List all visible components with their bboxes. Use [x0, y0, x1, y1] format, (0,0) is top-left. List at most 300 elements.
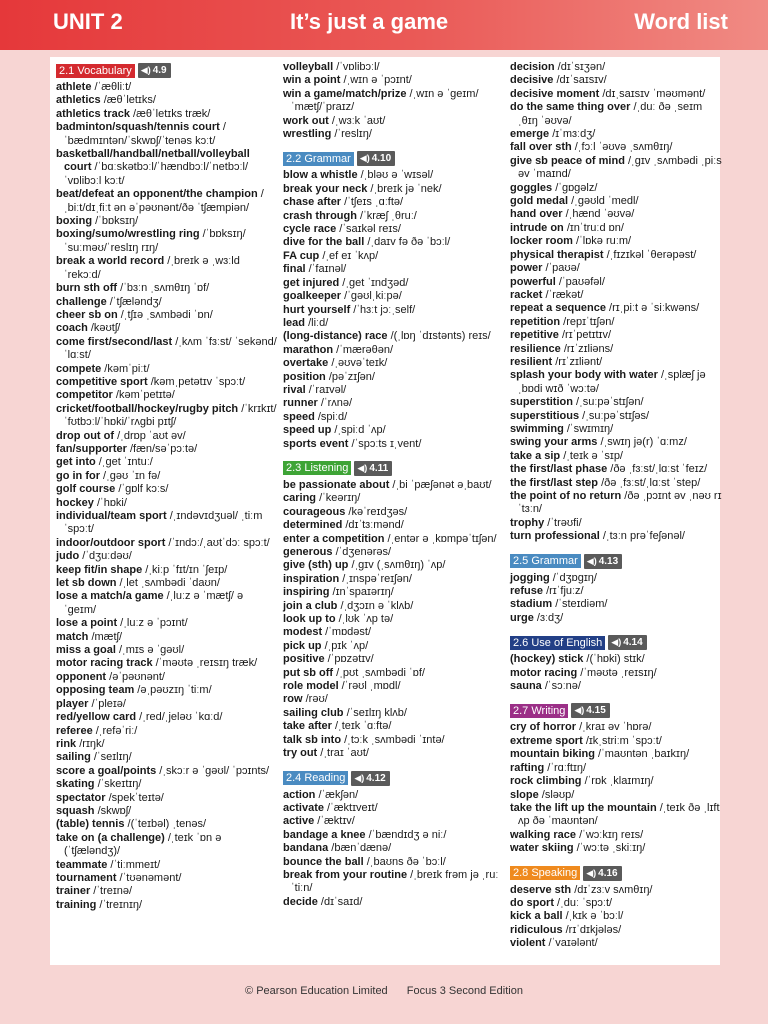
pronunciation: /ˌentər ə ˌkɒmpəˈtɪʃən/	[384, 532, 497, 545]
word-entry	[510, 477, 722, 490]
audio-track-button[interactable]	[583, 866, 621, 881]
headword: skating	[56, 778, 95, 791]
headword: basketball/handball/netball/volleyball court	[56, 148, 250, 174]
word-entry	[56, 792, 278, 805]
section-title: 2.4 Reading	[283, 771, 348, 785]
word-entry	[510, 235, 722, 248]
word-entry	[56, 631, 278, 644]
word-entry	[510, 789, 722, 802]
headword: opponent	[56, 670, 107, 683]
section-title: 2.3 Listening	[283, 461, 351, 475]
word-entry	[510, 436, 722, 449]
word-entry	[283, 183, 505, 196]
word-entry	[56, 228, 278, 255]
headword: role model	[283, 680, 339, 693]
pronunciation: /ˌluːz ə ˈmætʃ/ ə ˈgeɪm/	[64, 590, 244, 616]
word-entry	[56, 765, 278, 778]
pronunciation: /ˌkɪk ə ˈbɔːl/	[562, 910, 624, 923]
pronunciation: /ˈraɪvəl/	[305, 383, 347, 396]
audio-track-button[interactable]	[571, 703, 609, 718]
pronunciation: /ˌtraɪ ˈaʊt/	[317, 747, 369, 760]
pronunciation: /ˈkeərɪŋ/	[316, 492, 361, 505]
pronunciation: /ˈtiːmmeɪt/	[107, 858, 161, 871]
pronunciation: /ˈvɒlibɔːl/	[333, 61, 380, 73]
word-entry	[283, 210, 505, 223]
pronunciation: /ˈrʌnə/	[317, 397, 353, 410]
headword: drop out of	[56, 429, 115, 442]
word-entry	[56, 322, 278, 335]
pronunciation: /ˈbɒksɪŋ/ ˈsuːməʊ/ˈreslɪŋ rɪŋ/	[64, 228, 246, 254]
headword: goalkeeper	[283, 290, 342, 303]
word-entry	[56, 590, 278, 617]
pronunciation: /ˌduː ˈspɔːt/	[554, 896, 613, 909]
headword: chase after	[283, 196, 342, 209]
headword: hockey	[56, 496, 94, 509]
section-header	[510, 635, 722, 649]
word-entry	[56, 148, 278, 188]
word-entry	[283, 61, 505, 74]
pronunciation: /dɪˈtɜːmənd/	[342, 519, 404, 532]
headword: inspiration	[283, 572, 340, 585]
pronunciation: /ˈpleɪə/	[88, 697, 126, 710]
pronunciation: /ˈseɪlɪŋ/	[90, 751, 132, 764]
headword: golf course	[56, 483, 116, 496]
pronunciation: /rɪˈdɪkjələs/	[562, 923, 622, 936]
headword: individual/team sport	[56, 510, 167, 522]
pronunciation: /spekˈteɪtə/	[105, 791, 164, 804]
pronunciation: /ˈswɪmɪŋ/	[563, 422, 614, 435]
word-entry	[56, 617, 278, 630]
headword: superstition	[510, 396, 573, 409]
headword: the first/last phase	[510, 463, 608, 476]
headword: pick up	[283, 639, 322, 652]
headword: red/yellow card	[56, 711, 137, 724]
pronunciation: /ˌteɪk ðə ˌlɪft ʌp ðə ˈmaʊntən/	[518, 801, 720, 828]
headword: win a game/match/prize	[283, 87, 407, 100]
headword: competitive sport	[56, 375, 148, 388]
headword: racket	[510, 288, 543, 301]
headword: resilience	[510, 342, 561, 355]
pronunciation: /ˈɪndɔː/ˌaʊtˈdɔː spɔːt/	[165, 536, 270, 549]
audio-track-button[interactable]	[357, 151, 395, 166]
headword: rock climbing	[510, 775, 582, 788]
headword: kick a ball	[510, 910, 563, 923]
word-entry	[510, 762, 722, 775]
speaker-icon: ◀)	[586, 867, 597, 878]
word-entry	[510, 249, 722, 262]
word-entry	[56, 805, 278, 818]
word-entry	[283, 734, 505, 747]
section-title: 2.1 Vocabulary	[56, 64, 135, 78]
word-entry	[510, 423, 722, 436]
pronunciation: /ˌwɪn ə ˈpɔɪnt/	[340, 74, 412, 87]
word-entry	[510, 128, 722, 141]
headword: athletics	[56, 94, 101, 107]
word-entry	[283, 236, 505, 249]
headword: deserve sth	[510, 883, 572, 896]
headword: the point of no return	[510, 490, 622, 502]
headword: stadium	[510, 598, 553, 611]
pronunciation: /sləʊp/	[538, 788, 575, 801]
word-entry	[283, 424, 505, 437]
word-entry	[56, 497, 278, 510]
word-entry	[510, 316, 722, 329]
word-entry	[56, 94, 278, 107]
word-entry	[56, 778, 278, 791]
section-title: 2.8 Speaking	[510, 866, 580, 880]
headword: blow a whistle	[283, 169, 358, 182]
headword: decision	[510, 61, 555, 73]
pronunciation: /ˈtʃeɪs ˌɑːftə/	[341, 196, 404, 209]
pronunciation: /rɪˈzɪliəns/	[560, 342, 614, 355]
word-entry	[510, 680, 722, 693]
word-entry	[56, 443, 278, 456]
audio-track-number: 4.10	[371, 153, 392, 165]
speaker-icon: ◀)	[574, 705, 585, 716]
headword: positive	[283, 653, 325, 666]
word-entry	[56, 456, 278, 469]
pronunciation: /ˌdrɒp ˈaʊt əv/	[114, 429, 186, 442]
pronunciation: /ˌteɪk ˈɑːftə/	[331, 720, 392, 733]
headword: bandana	[283, 842, 329, 855]
pronunciation: /ˌsplæʃ jə ˌbɒdi wɪð ˈwɔːtə/	[518, 369, 706, 395]
headword: physical therapist	[510, 248, 604, 261]
headword: burn sth off	[56, 282, 118, 295]
pronunciation: /ðə ˌfɜːst/ˌlɑːst ˈstep/	[598, 476, 701, 489]
audio-track-number: 4.15	[586, 705, 606, 717]
pronunciation: /ˌget ˈɪndʒəd/	[339, 276, 409, 289]
pronunciation: /ˈgɒlf kɔːs/	[115, 483, 169, 496]
pronunciation: /ˌlʊk ˈʌp tə/	[335, 613, 394, 626]
word-entry	[510, 517, 722, 530]
headword: opposing team	[56, 684, 135, 697]
headword: fall over sth	[510, 141, 572, 154]
headword: teammate	[56, 858, 108, 871]
word-entry	[56, 832, 278, 859]
pronunciation: /ɪˈmɜːdʒ/	[549, 128, 596, 141]
headword: take a sip	[510, 449, 561, 462]
headword: (long-distance) race	[283, 330, 388, 343]
word-entry	[56, 872, 278, 885]
headword: give sb peace of mind	[510, 154, 625, 167]
word-entry	[56, 698, 278, 711]
headword: work out	[283, 114, 329, 127]
pronunciation: /ˌget ˈɪntuː/	[95, 456, 153, 469]
headword: match	[56, 630, 89, 643]
pronunciation: /(ˈhɒki) stɪk/	[583, 653, 645, 666]
word-entry	[56, 550, 278, 563]
book-title: Focus 3 Second Edition	[406, 985, 523, 997]
audio-track-button[interactable]	[584, 554, 622, 569]
headword: locker room	[510, 235, 573, 248]
pronunciation: /ˌpɪk ˈʌp/	[321, 639, 369, 652]
headword: do sport	[510, 896, 554, 909]
pronunciation: /ˈməʊtə ˌreɪsɪŋ/	[577, 666, 657, 679]
word-entry	[56, 389, 278, 402]
headword: cheer sb on	[56, 308, 118, 321]
headword: volleyball	[283, 61, 334, 73]
headword: let sb down	[56, 577, 117, 590]
section-header	[510, 554, 722, 568]
word-entry	[510, 653, 722, 666]
pronunciation: /æθˈletɪks/	[100, 94, 156, 107]
pronunciation: /rɪŋk/	[76, 737, 105, 750]
pronunciation: /ˈwɔːtə ˌskiːɪŋ/	[573, 842, 646, 855]
headword: (table) tennis	[56, 818, 125, 831]
headword: athlete	[56, 81, 92, 93]
pronunciation: /ˌgɪv (ˌsʌmθɪŋ) ˈʌp/	[348, 559, 446, 572]
pronunciation: /ˌgɪv ˌsʌmbədi ˌpiːs əv ˈmaɪnd/	[518, 154, 722, 181]
section-title: 2.5 Grammar	[510, 554, 581, 568]
pronunciation: /fæn/səˈpɔːtə/	[126, 442, 198, 455]
word-entry	[510, 450, 722, 463]
headword: intrude on	[510, 221, 564, 234]
pronunciation: /ˈhɜːt jɔːˌself/	[350, 303, 416, 316]
word-entry	[56, 430, 278, 443]
headword: mountain biking	[510, 748, 595, 761]
headword: indoor/outdoor sport	[56, 536, 166, 549]
headword: badminton/squash/tennis court	[56, 121, 220, 134]
page-header	[0, 0, 768, 50]
headword: hand over	[510, 208, 563, 221]
pronunciation: /ðə ˌfɜːst/ˌlɑːst ˈfeɪz/	[607, 463, 708, 476]
headword: position	[283, 370, 326, 383]
pronunciation: /ˈrɑːftɪŋ/	[544, 761, 587, 774]
word-entry	[283, 640, 505, 653]
pronunciation: /ˌfɪzɪkəl ˈθerəpəst/	[603, 248, 697, 261]
word-entry	[510, 884, 722, 897]
pronunciation: /liːd/	[305, 316, 329, 329]
page-footer	[0, 985, 768, 997]
word-entry	[56, 577, 278, 590]
headword: competitor	[56, 389, 113, 402]
audio-track-button[interactable]	[608, 635, 646, 650]
word-entry	[510, 897, 722, 910]
word-entry	[56, 537, 278, 550]
word-entry	[283, 693, 505, 706]
headword: water skiing	[510, 842, 574, 855]
headword: the first/last step	[510, 476, 599, 489]
section-header	[283, 771, 505, 785]
word-entry	[283, 600, 505, 613]
pronunciation: /dɪˈsaɪsɪv/	[553, 74, 607, 87]
pronunciation: /ˌduː ðə ˌseɪm ˌθɪŋ ˈəʊvə/	[518, 101, 703, 127]
pronunciation: /pəˈzɪʃən/	[325, 370, 375, 383]
word-entry	[283, 815, 505, 828]
headword: go in for	[56, 469, 100, 482]
audio-track-number: 4.11	[369, 462, 389, 474]
pronunciation: /ˌspiːd ˈʌp/	[331, 424, 386, 437]
headword: goggles	[510, 181, 553, 194]
pronunciation: /ɜːdʒ/	[533, 611, 564, 624]
headword: get into	[56, 456, 96, 469]
pronunciation: /bænˈdænə/	[328, 842, 392, 855]
pronunciation: /ˈmɒdəst/	[322, 626, 372, 639]
pronunciation: /ˈpaʊəfəl/	[555, 275, 605, 288]
pronunciation: /dɪˈsɪʒən/	[554, 61, 606, 73]
audio-track-button[interactable]	[354, 461, 392, 476]
word-entry	[56, 671, 278, 684]
headword: fan/supporter	[56, 442, 127, 455]
page-title: It’s just a game	[290, 9, 449, 34]
word-entry	[283, 223, 505, 236]
word-entry	[510, 490, 722, 517]
word-entry	[283, 842, 505, 855]
headword: beat/defeat an opponent/the champion	[56, 188, 258, 201]
word-entry	[56, 818, 278, 831]
pronunciation: /ˈmaʊntən ˌbaɪkɪŋ/	[594, 748, 690, 761]
pronunciation: /ˌdʒɔɪn ə ˈklʌb/	[337, 599, 414, 612]
pronunciation: /əˈpəʊnənt/	[106, 670, 165, 683]
headword: hurt yourself	[283, 303, 351, 316]
word-entry	[283, 856, 505, 869]
headword: give (sth) up	[283, 559, 349, 572]
headword: speed	[283, 410, 315, 423]
headword: take on (a challenge)	[56, 831, 165, 844]
headword: score a goal/points	[56, 764, 157, 777]
headword: runner	[283, 397, 318, 410]
word-entry	[283, 438, 505, 451]
headword: repetitive	[510, 329, 559, 342]
headword: swimming	[510, 422, 564, 435]
audio-track-number: 4.13	[598, 555, 619, 567]
pronunciation: /ˈvaɪələnt/	[545, 937, 598, 950]
word-entry	[510, 141, 722, 154]
word-entry	[56, 255, 278, 282]
headword: squash	[56, 804, 95, 817]
headword: FA cup	[283, 249, 320, 262]
word-entry	[283, 546, 505, 559]
word-entry	[510, 572, 722, 585]
headword: boxing	[56, 215, 93, 228]
section-header	[283, 151, 505, 165]
word-entry	[510, 775, 722, 788]
pronunciation: /ˌred/ˌjeləʊ ˈkɑːd/	[136, 711, 223, 724]
word-entry	[283, 250, 505, 263]
word-entry	[283, 802, 505, 815]
word-entry	[510, 721, 722, 734]
headword: wrestling	[283, 128, 332, 141]
section-title: 2.6 Use of English	[510, 636, 605, 650]
word-entry	[510, 61, 722, 74]
pronunciation: /ˌbi ˈpæʃənət əˌbaʊt/	[389, 478, 492, 491]
pronunciation: /ˌrefəˈriː/	[92, 724, 138, 737]
word-entry	[283, 479, 505, 492]
word-entry	[56, 81, 278, 94]
headword: sailing	[56, 751, 91, 764]
speaker-icon: ◀)	[140, 65, 151, 75]
headword: modest	[283, 626, 323, 639]
word-entry	[283, 789, 505, 802]
headword: violent	[510, 937, 546, 950]
word-entry	[283, 357, 505, 370]
headword: action	[283, 788, 316, 801]
pronunciation: /ˌkʌm ˈfɜːst/ ˈsekənd/ˈlɑːst/	[64, 335, 277, 362]
word-entry	[510, 262, 722, 275]
speaker-icon: ◀)	[586, 555, 597, 566]
pronunciation: /dɪˈzɜːv sʌmθɪŋ/	[571, 883, 653, 896]
headword: bandage a knee	[283, 828, 366, 841]
word-entry	[510, 195, 722, 208]
headword: ridiculous	[510, 923, 563, 936]
word-entry	[56, 725, 278, 738]
headword: tournament	[56, 871, 117, 884]
headword: turn professional	[510, 530, 600, 543]
word-entry	[283, 277, 505, 290]
headword: determined	[283, 519, 343, 532]
word-entry	[283, 128, 505, 141]
pronunciation: /ˌɪndəvɪdʒuəl/ ˌtiːm ˈspɔːt/	[64, 510, 263, 536]
pronunciation: /ˌbaʊns ðə ˈbɔːl/	[363, 855, 446, 868]
word-entry	[56, 376, 278, 389]
headword: (hockey) stick	[510, 653, 584, 666]
audio-track-button[interactable]	[351, 771, 389, 786]
audio-track-number: 4.16	[598, 867, 618, 879]
word-entry	[283, 829, 505, 842]
headword: lead	[283, 316, 306, 329]
word-entry	[510, 396, 722, 409]
speaker-icon: ◀)	[611, 637, 622, 648]
pronunciation: /kəmˈpetɪtə/	[112, 389, 175, 402]
pronunciation: /ˌwɪn ə ˈgeɪm/ ˈmætʃ/ˈpraɪz/	[291, 87, 479, 114]
word-entry	[283, 384, 505, 397]
headword: rink	[56, 737, 77, 750]
pronunciation: /ˈsteɪdiəm/	[552, 598, 608, 611]
pronunciation: /ˈtʃæləndʒ/	[106, 295, 162, 308]
word-entry	[510, 343, 722, 356]
headword: spectator	[56, 791, 106, 804]
pronunciation: /ˌəʊvəˈteɪk/	[328, 357, 388, 370]
headword: coach	[56, 322, 88, 335]
headword: marathon	[283, 343, 334, 356]
headword: cricket/football/hockey/rugby pitch	[56, 402, 239, 415]
pronunciation: /ˈbændɪdʒ ə niː/	[365, 828, 447, 841]
word-entry	[283, 317, 505, 330]
headword: gold medal	[510, 195, 569, 208]
headword: resilient	[510, 355, 553, 368]
pronunciation: /ˈspɔːts ɪˌvent/	[348, 437, 422, 450]
pronunciation: /ˌswɪŋ jə(r) ˈɑːmz/	[597, 436, 687, 449]
headword: inspiring	[283, 586, 330, 599]
pronunciation: /ˌfɔːl ˈəʊvə ˌsʌmθɪŋ/	[571, 141, 673, 154]
audio-track-number: 4.14	[623, 637, 643, 649]
audio-track-button[interactable]	[138, 63, 171, 78]
headword: superstitious	[510, 409, 580, 422]
section-header	[56, 63, 278, 77]
pronunciation: /ˈdʒenərəs/	[332, 546, 392, 558]
pronunciation: /ˌkraɪ əv ˈhɒrə/	[576, 721, 652, 734]
word-entry	[510, 155, 722, 182]
headword: row	[283, 693, 303, 706]
audio-track-number: 4.9	[152, 65, 167, 76]
pronunciation: /rɪˈzɪliənt/	[552, 355, 603, 368]
pronunciation: /kəʊtʃ/	[87, 322, 121, 335]
word-entry	[510, 182, 722, 195]
pronunciation: /ˈkræʃ ˌθruː/	[356, 209, 417, 222]
word-entry	[56, 751, 278, 764]
headword: challenge	[56, 295, 107, 308]
word-entry	[510, 748, 722, 761]
headword: slope	[510, 788, 539, 801]
pronunciation: /ˈbædmɪntən/ˈskwɒʃ/ˈtenəs kɔːt/	[64, 121, 226, 147]
headword: enter a competition	[283, 532, 385, 545]
word-entry	[283, 371, 505, 384]
word-entry	[56, 188, 278, 215]
headword: trophy	[510, 516, 545, 529]
word-entry	[510, 101, 722, 128]
headword: speed up	[283, 424, 332, 437]
headword: activate	[283, 801, 324, 814]
